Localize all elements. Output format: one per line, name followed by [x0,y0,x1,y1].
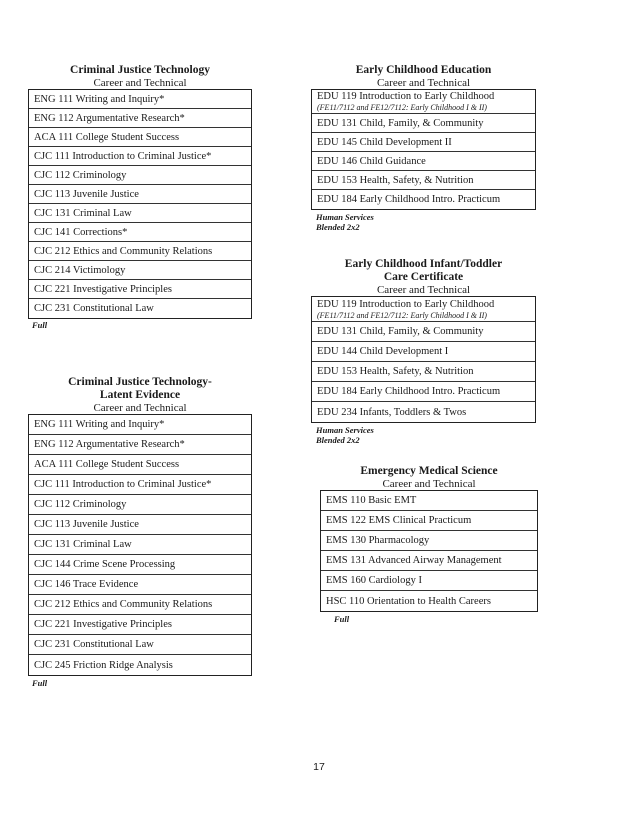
course-row: EDU 131 Child, Family, & Community [312,114,535,133]
section-emergency-medical [320,465,538,624]
course-row: EDU 153 Health, Safety, & Nutrition [312,171,535,190]
course-row: CJC 231 Constitutional Law [29,635,251,655]
course-row: CJC 112 Criminology [29,166,251,185]
course-row: EDU 234 Infants, Toddlers & Twos [317,406,467,418]
section-infant-toddler [311,258,536,445]
course-row: CJC 111 Introduction to Criminal Justice* [29,147,251,166]
course-row: EDU 184 Early Childhood Intro. Practicum [312,382,535,402]
section-note-line2: Blended 2x2 [316,222,360,232]
course-row: CJC 212 Ethics and Community Relations [29,595,251,615]
course-row: EMS 130 Pharmacology [321,531,537,551]
course-row: EDU 184 Early Childhood Intro. Practicum [317,194,501,205]
course-row: CJC 212 Ethics and Community Relations [29,242,251,261]
section-subtitle: Career and Technical [93,77,187,89]
course-row: CJC 221 Investigative Principles [29,280,251,299]
course-row: CJC 144 Crime Scene Processing [29,555,251,575]
section-note: Full [32,678,48,688]
course-table [311,296,536,423]
section-note: Full [32,320,48,330]
course-row: ENG 112 Argumentative Research* [29,109,251,128]
section-title: Early Childhood Education [355,64,492,76]
course-row: EMS 131 Advanced Airway Management [321,551,537,571]
section-title-line2: Latent Evidence [99,389,181,401]
course-table [28,414,252,676]
course-table [320,490,538,612]
course-row: CJC 231 Constitutional Law [34,303,154,314]
course-row: EMS 160 Cardiology I [321,571,537,591]
course-row: CJC 131 Criminal Law [29,535,251,555]
course-row: ENG 111 Writing and Inquiry* [29,90,251,109]
course-row: CJC 146 Trace Evidence [29,575,251,595]
course-row: CJC 141 Corrections* [29,223,251,242]
course-row: EDU 146 Child Guidance [312,152,535,171]
course-row: EDU 145 Child Development II [312,133,535,152]
section-early-childhood [311,64,536,232]
section-note: Full [334,614,350,624]
section-title-line2: Care Certificate [383,271,464,283]
page-number: 17 [313,761,325,773]
section-criminal-justice-latent [28,376,252,688]
section-subtitle: Career and Technical [93,402,187,414]
course-row: EMS 110 Basic EMT [321,491,537,511]
course-table [28,89,252,319]
course-row: EDU 131 Child, Family, & Community [312,322,535,342]
section-subtitle: Career and Technical [382,478,476,490]
course-row: CJC 221 Investigative Principles [29,615,251,635]
course-row: ENG 111 Writing and Inquiry* [29,415,251,435]
course-row: CJC 112 Criminology [29,495,251,515]
course-note: (FE11/7112 and FE12/7112: Early Childhood I & II) [317,103,487,112]
section-note-line1: Human Services [316,212,374,222]
course-row: CJC 113 Juvenile Justice [29,515,251,535]
section-title-line1: Early Childhood Infant/Toddler [344,258,503,270]
course-main: EDU 119 Introduction to Early Childhood [317,298,495,310]
course-row: ACA 111 College Student Success [29,128,251,147]
course-row: EDU 144 Child Development I [312,342,535,362]
course-row: CJC 214 Victimology [29,261,251,280]
section-criminal-justice [28,64,252,330]
course-row [312,297,535,322]
course-table [311,89,536,210]
course-row: CJC 131 Criminal Law [29,204,251,223]
section-title: Criminal Justice Technology [70,64,210,76]
section-title: Emergency Medical Science [360,465,498,477]
section-note-line1: Human Services [316,425,374,435]
section-note-line2: Blended 2x2 [316,435,360,445]
course-row: HSC 110 Orientation to Health Careers [326,595,491,607]
course-row: CJC 245 Friction Ridge Analysis [34,659,173,671]
course-note: (FE11/7112 and FE12/7112: Early Childhood I & II) [317,310,487,320]
course-row: CJC 113 Juvenile Justice [29,185,251,204]
course-row: EDU 153 Health, Safety, & Nutrition [312,362,535,382]
course-main: EDU 119 Introduction to Early Childhood [317,91,495,102]
course-row: ENG 112 Argumentative Research* [29,435,251,455]
section-subtitle: Career and Technical [376,284,471,296]
course-row: EMS 122 EMS Clinical Practicum [321,511,537,531]
section-title-line1: Criminal Justice Technology- [68,376,212,388]
section-subtitle: Career and Technical [376,77,471,89]
course-row: CJC 111 Introduction to Criminal Justice* [29,475,251,495]
course-row: ACA 111 College Student Success [29,455,251,475]
course-row [312,90,535,114]
